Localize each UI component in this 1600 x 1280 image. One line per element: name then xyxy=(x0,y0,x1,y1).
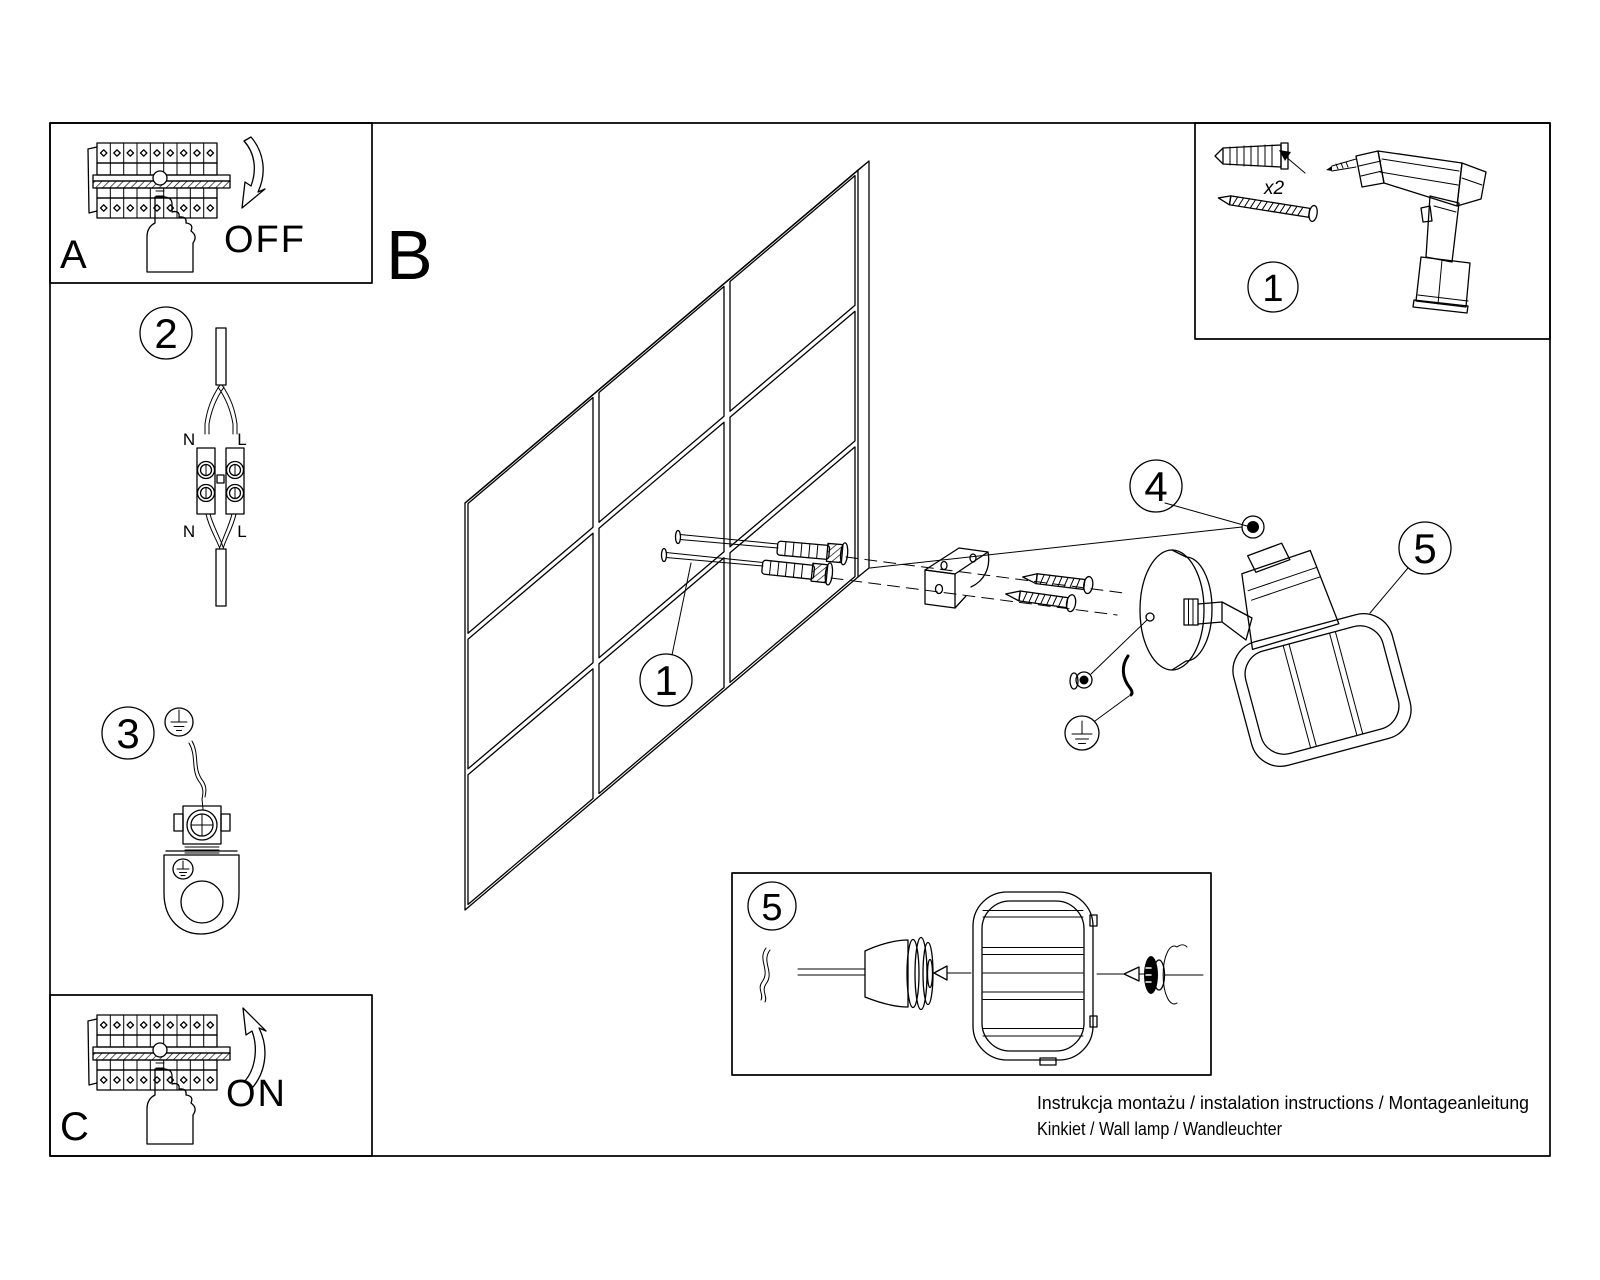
wall xyxy=(465,161,869,910)
cable-icon xyxy=(216,549,226,606)
anchor-qty-label: x2 xyxy=(1263,178,1285,199)
section-c-label: C xyxy=(60,1105,89,1149)
cable-icon xyxy=(216,328,226,385)
earth-symbol-icon xyxy=(165,708,193,736)
wire-l-bottom: L xyxy=(237,522,247,541)
canopy-screw-icon xyxy=(1242,516,1264,538)
terminal-block-icon xyxy=(197,448,244,514)
step-3-number: 3 xyxy=(116,710,140,757)
drill-icon xyxy=(1326,151,1486,313)
lamp-socket-icon xyxy=(1229,534,1340,649)
wall-anchor-icon xyxy=(1215,143,1305,173)
rotate-arrow-icon xyxy=(1163,945,1187,1004)
outer-frame xyxy=(50,123,1550,1156)
step-1-number: 1 xyxy=(654,657,678,704)
cage-front-icon xyxy=(973,892,1097,1065)
footer-line-2: Kinkiet / Wall lamp / Wandleuchter xyxy=(1037,1118,1282,1139)
step-4-assembly xyxy=(870,460,1264,750)
canopy-icon xyxy=(1140,550,1252,670)
wall-plug-icon xyxy=(776,537,848,565)
off-label: OFF xyxy=(224,219,306,261)
assembly-box-number: 5 xyxy=(761,887,783,929)
earth-cable-icon xyxy=(1123,656,1132,695)
mounting-screw-icon xyxy=(1022,569,1094,594)
insert-arrow-icon xyxy=(1124,967,1139,981)
earth-terminal-icon xyxy=(174,806,230,853)
on-label: ON xyxy=(226,1073,287,1115)
cage-shade-icon xyxy=(1226,607,1418,773)
ring-nut-icon xyxy=(1144,956,1165,994)
fixing-screw-icon xyxy=(1070,672,1092,689)
step-5-shade xyxy=(1226,522,1451,773)
footer-line-1: Instrukcja montażu / instalation instructions / Montageanleitung xyxy=(1037,1092,1529,1113)
step-2-number: 2 xyxy=(154,310,178,357)
lamp-holder-icon xyxy=(865,938,933,1010)
step-3-holder xyxy=(102,707,239,934)
wire-l-top: L xyxy=(237,430,247,449)
insert-arrow-icon xyxy=(934,966,947,980)
screw-head-icon xyxy=(662,549,667,562)
arrow-down-icon xyxy=(242,137,265,208)
step-4-number: 4 xyxy=(1144,463,1168,510)
section-b-label: B xyxy=(386,216,433,294)
panel-c-box xyxy=(50,995,372,1156)
wire-n-bottom: N xyxy=(182,522,196,541)
panel-a-box xyxy=(50,123,372,283)
wall-plug-icon xyxy=(761,556,833,585)
tools-box-number: 1 xyxy=(1262,268,1284,310)
panel-a xyxy=(60,137,306,277)
screw-head-icon xyxy=(676,531,681,544)
step-5-number: 5 xyxy=(1413,525,1437,572)
box-5-assembly-detail xyxy=(748,882,1203,1065)
wall-bracket-icon xyxy=(925,548,989,608)
box-1-tools xyxy=(1215,143,1486,313)
tools-box xyxy=(1195,123,1550,339)
breaker-panel-icon xyxy=(88,1015,230,1144)
lamp-bracket-icon xyxy=(164,851,239,934)
breaker-panel-icon xyxy=(88,143,230,272)
step-2-wiring xyxy=(140,307,247,606)
footer-text xyxy=(1037,1092,1529,1139)
step-1-callout xyxy=(640,531,1124,707)
panel-c xyxy=(60,1008,287,1149)
section-a-label: A xyxy=(60,233,87,277)
wire-n-top: N xyxy=(182,430,196,449)
wire-icon xyxy=(760,948,770,1002)
earth-symbol-icon xyxy=(1065,716,1099,750)
